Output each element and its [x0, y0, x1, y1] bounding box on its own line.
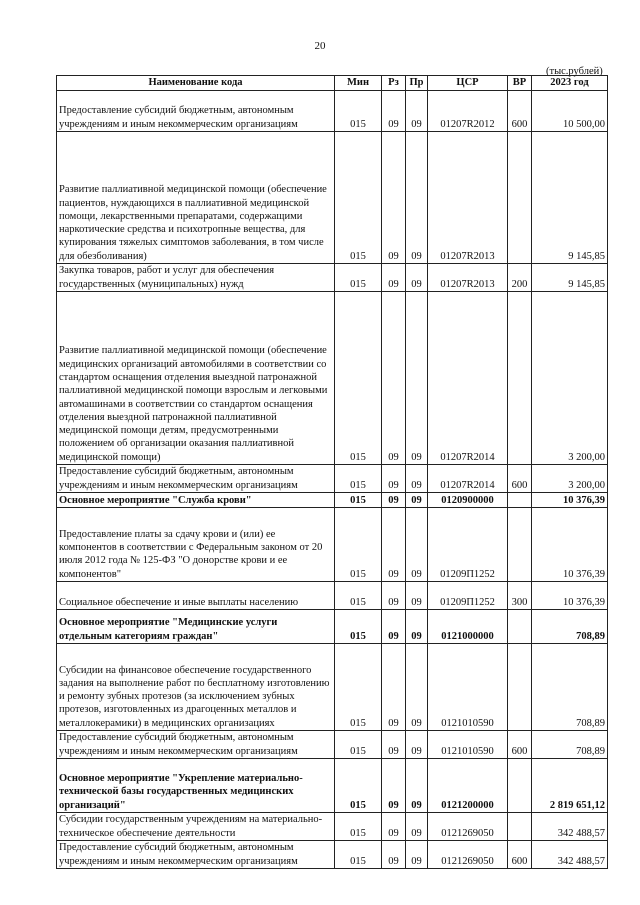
cell-name: Развитие паллиативной медицинской помощи (обеспечение пациентов, нуждающихся в паллиативной медицинской помощи, лекарственными препаратами, содержащими наркотические средства и психотропные вещества, для купирования тяжелых симптомов заболевания, в том числе для обезболивания): [57, 132, 335, 264]
cell-rz: 09: [382, 841, 406, 869]
cell-amount: 3 200,00: [532, 465, 608, 493]
cell-min: 015: [335, 292, 382, 465]
table-row: [57, 759, 608, 813]
table-row: [57, 731, 608, 759]
cell-name: Основное мероприятие "Медицинские услуги отдельным категориям граждан": [57, 610, 335, 644]
cell-vr: [508, 508, 532, 582]
cell-name: Развитие паллиативной медицинской помощи (обеспечение медицинских организаций автомобилями в соответствии со стандартом оснащения отделения выездной патронажной паллиативной медицинской помощи взрослым и легковыми автомашинами в соответствии со стандартом оснащения отделения выездной патронажной паллиативной медицинской помощи детям, предусмотренными положением об организации оказания паллиативной медицинской помощи): [57, 292, 335, 465]
cell-rz: 09: [382, 91, 406, 132]
cell-name: Основное мероприятие "Служба крови": [57, 493, 335, 508]
cell-amount: 10 376,39: [532, 582, 608, 610]
cell-csr: 01209П1252: [428, 508, 508, 582]
table-row: [57, 132, 608, 264]
cell-pr: 09: [406, 731, 428, 759]
cell-csr: 0120900000: [428, 493, 508, 508]
cell-amount: 342 488,57: [532, 813, 608, 841]
cell-pr: 09: [406, 465, 428, 493]
cell-pr: 09: [406, 508, 428, 582]
header-csr: ЦСР: [428, 76, 508, 91]
cell-name: Субсидии государственным учреждениям на материально-техническое обеспечение деятельности: [57, 813, 335, 841]
cell-amount: 708,89: [532, 731, 608, 759]
cell-pr: 09: [406, 813, 428, 841]
cell-min: 015: [335, 493, 382, 508]
cell-pr: 09: [406, 582, 428, 610]
cell-pr: 09: [406, 132, 428, 264]
cell-rz: 09: [382, 582, 406, 610]
cell-min: 015: [335, 264, 382, 292]
cell-name: Субсидии на финансовое обеспечение государственного задания на выполнение работ по бесплатному изготовлению и ремонту зубных протезов (за исключением зубных протезов, изготовленных из драгоценных металлов и металлокерамики) в медицинских организациях: [57, 644, 335, 731]
cell-csr: 0121010590: [428, 731, 508, 759]
cell-pr: 09: [406, 644, 428, 731]
cell-rz: 09: [382, 644, 406, 731]
cell-csr: 01207R2014: [428, 292, 508, 465]
cell-min: 015: [335, 582, 382, 610]
cell-csr: 01207R2012: [428, 91, 508, 132]
cell-vr: [508, 132, 532, 264]
table-row: [57, 582, 608, 610]
cell-csr: 01207R2013: [428, 132, 508, 264]
cell-vr: [508, 759, 532, 813]
header-name: Наименование кода: [57, 76, 335, 91]
header-year: 2023 год: [532, 76, 608, 91]
cell-name: Предоставление платы за сдачу крови и (или) ее компонентов в соответствии с Федеральным законом от 20 июля 2012 года № 125-ФЗ "О донорстве крови и ее компонентов": [57, 508, 335, 582]
header-pr: Пр: [406, 76, 428, 91]
cell-min: 015: [335, 132, 382, 264]
table-row: [57, 91, 608, 132]
header-rz: Рз: [382, 76, 406, 91]
cell-amount: 10 376,39: [532, 508, 608, 582]
cell-amount: 708,89: [532, 644, 608, 731]
cell-min: 015: [335, 841, 382, 869]
table-row: [57, 465, 608, 493]
cell-min: 015: [335, 813, 382, 841]
table-row: [57, 610, 608, 644]
table-row: [57, 841, 608, 869]
cell-csr: 01207R2013: [428, 264, 508, 292]
cell-rz: 09: [382, 493, 406, 508]
cell-vr: 300: [508, 582, 532, 610]
cell-amount: 2 819 651,12: [532, 759, 608, 813]
cell-vr: 600: [508, 841, 532, 869]
cell-min: 015: [335, 644, 382, 731]
cell-name: Предоставление субсидий бюджетным, автономным учреждениям и иным некоммерческим организациям: [57, 91, 335, 132]
cell-rz: 09: [382, 264, 406, 292]
cell-name: Предоставление субсидий бюджетным, автономным учреждениям и иным некоммерческим организациям: [57, 841, 335, 869]
table-row: [57, 493, 608, 508]
cell-csr: 01207R2014: [428, 465, 508, 493]
cell-vr: 200: [508, 264, 532, 292]
cell-name: Основное мероприятие "Укрепление материально-технической базы государственных медицинских организаций": [57, 759, 335, 813]
table-row: [57, 644, 608, 731]
cell-pr: 09: [406, 610, 428, 644]
budget-table: [56, 75, 608, 869]
cell-amount: 10 376,39: [532, 493, 608, 508]
cell-csr: 0121269050: [428, 841, 508, 869]
cell-amount: 342 488,57: [532, 841, 608, 869]
cell-pr: 09: [406, 493, 428, 508]
cell-csr: 0121200000: [428, 759, 508, 813]
cell-min: 015: [335, 508, 382, 582]
cell-vr: [508, 610, 532, 644]
cell-csr: 01209П1252: [428, 582, 508, 610]
cell-rz: 09: [382, 610, 406, 644]
cell-rz: 09: [382, 731, 406, 759]
table-row: [57, 292, 608, 465]
cell-amount: 708,89: [532, 610, 608, 644]
cell-pr: 09: [406, 841, 428, 869]
cell-pr: 09: [406, 91, 428, 132]
cell-pr: 09: [406, 264, 428, 292]
table-row: [57, 813, 608, 841]
cell-min: 015: [335, 91, 382, 132]
cell-vr: [508, 292, 532, 465]
cell-amount: 9 145,85: [532, 132, 608, 264]
cell-rz: 09: [382, 465, 406, 493]
table-header-row: [57, 76, 608, 91]
header-min: Мин: [335, 76, 382, 91]
cell-vr: 600: [508, 465, 532, 493]
cell-vr: 600: [508, 731, 532, 759]
page-number: 20: [314, 40, 326, 52]
cell-amount: 10 500,00: [532, 91, 608, 132]
cell-name: Закупка товаров, работ и услуг для обеспечения государственных (муниципальных) нужд: [57, 264, 335, 292]
cell-csr: 0121010590: [428, 644, 508, 731]
units-label: (тыс.рублей): [546, 66, 603, 77]
cell-min: 015: [335, 610, 382, 644]
cell-rz: 09: [382, 132, 406, 264]
cell-name: Предоставление субсидий бюджетным, автономным учреждениям и иным некоммерческим организациям: [57, 465, 335, 493]
cell-pr: 09: [406, 292, 428, 465]
table-row: [57, 264, 608, 292]
cell-pr: 09: [406, 759, 428, 813]
cell-vr: 600: [508, 91, 532, 132]
cell-csr: 0121269050: [428, 813, 508, 841]
cell-rz: 09: [382, 813, 406, 841]
cell-csr: 0121000000: [428, 610, 508, 644]
cell-rz: 09: [382, 508, 406, 582]
cell-min: 015: [335, 465, 382, 493]
header-vr: ВР: [508, 76, 532, 91]
cell-rz: 09: [382, 292, 406, 465]
cell-min: 015: [335, 759, 382, 813]
cell-vr: [508, 644, 532, 731]
cell-vr: [508, 493, 532, 508]
cell-min: 015: [335, 731, 382, 759]
cell-amount: 3 200,00: [532, 292, 608, 465]
cell-amount: 9 145,85: [532, 264, 608, 292]
table-row: [57, 508, 608, 582]
cell-name: Предоставление субсидий бюджетным, автономным учреждениям и иным некоммерческим организациям: [57, 731, 335, 759]
cell-rz: 09: [382, 759, 406, 813]
cell-name: Социальное обеспечение и иные выплаты населению: [57, 582, 335, 610]
cell-vr: [508, 813, 532, 841]
